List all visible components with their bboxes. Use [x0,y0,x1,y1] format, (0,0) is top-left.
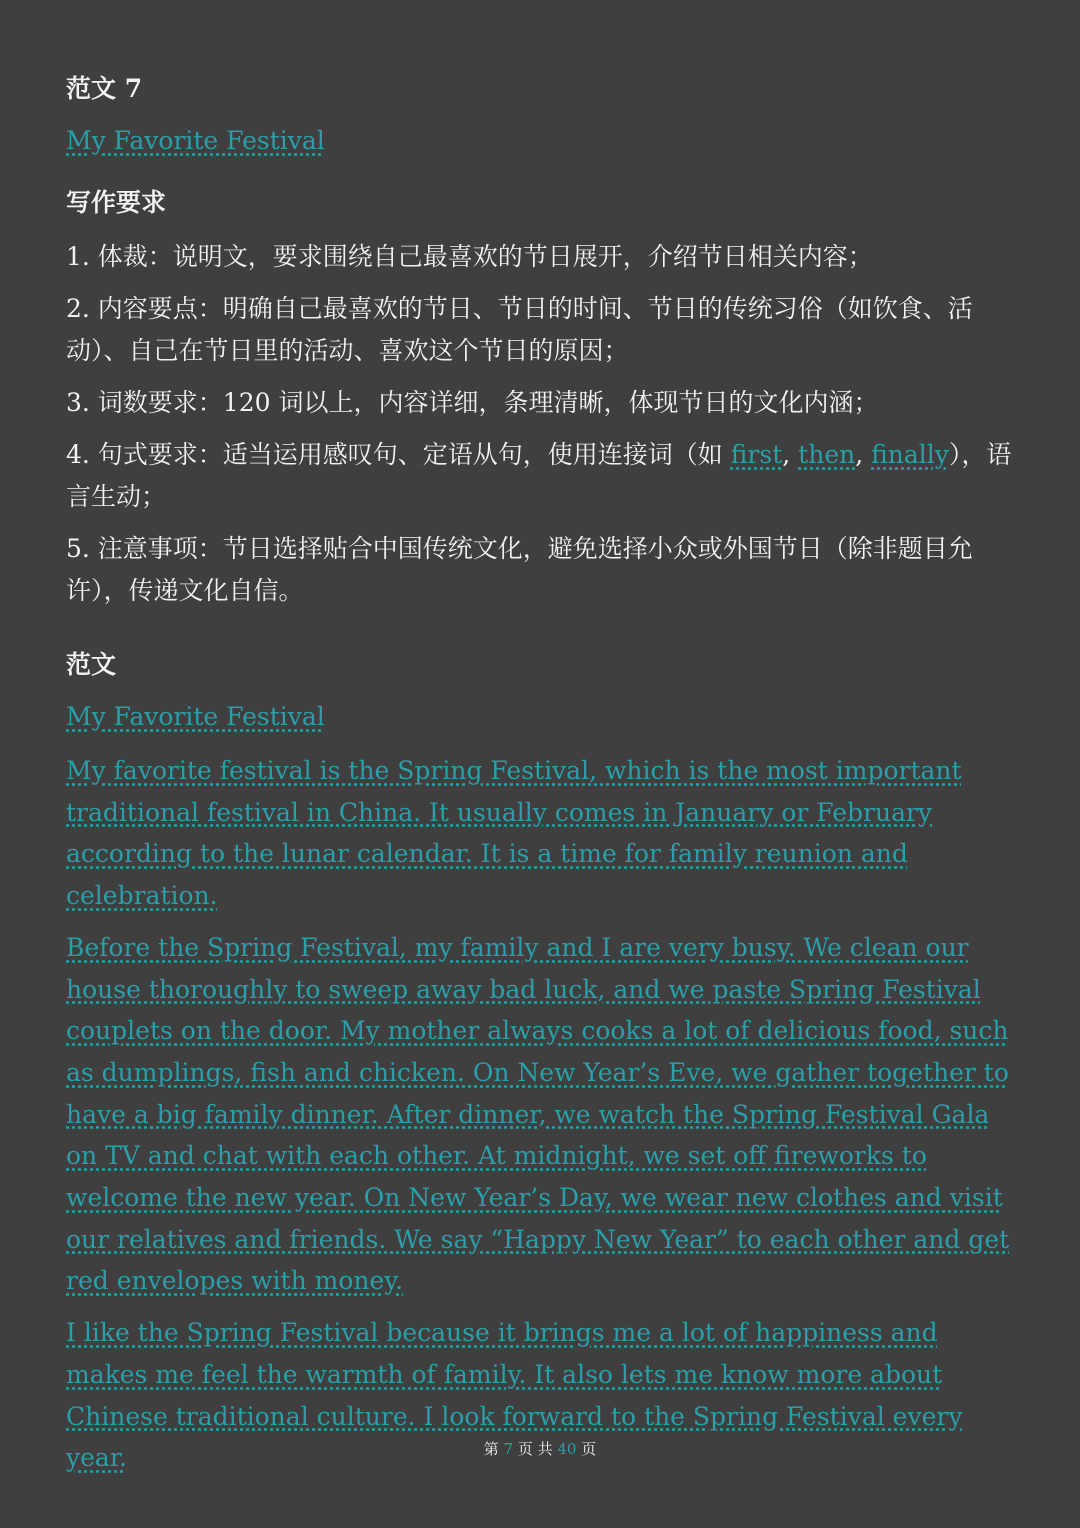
requirement-4-prefix: 4. 句式要求：适当运用感叹句、定语从句，使用连接词（如 [66,440,731,469]
essay-paragraph-text[interactable]: I like the Spring Festival because it brings me a lot of happiness and makes me feel the warmth of family. It also lets me know more about Chinese traditional culture. I look forward to the Spring Festival every year. [66,1318,963,1473]
sample-essay [66,750,1016,1479]
total-page-number: 40 [557,1440,577,1458]
requirement-item: 2. 内容要点：明确自己最喜欢的节日、节日的时间、节日的传统习俗（如饮食、活动）、自己在节日里的活动、喜欢这个节日的原因； [66,294,973,365]
connective-link-then[interactable]: then [798,440,856,469]
essay-paragraph-text[interactable]: My favorite festival is the Spring Festival, which is the most important traditional festival in China. It usually comes in January or February according to the lunar calendar. It is a time for family reunion and celebration. [66,756,962,911]
sample-heading: 范文 [66,650,117,679]
essay-title-link[interactable]: My Favorite Festival [66,126,325,155]
essay-paragraph[interactable] [66,750,1016,917]
requirement-item-4: 4. 句式要求：适当运用感叹句、定语从句，使用连接词（如 first, then, finally），语言生动； [66,440,1012,511]
footer-middle: 页 共 [517,1440,553,1458]
requirement-4-suffix: ），语言生动； [66,440,1012,511]
requirement-item: 3. 词数要求：120 词以上，内容详细，条理清晰，体现节日的文化内涵； [66,388,879,417]
requirements-heading: 写作要求 [66,188,167,217]
sample-essay-title-link[interactable]: My Favorite Festival [66,702,325,731]
requirement-item: 1. 体裁：说明文，要求围绕自己最喜欢的节日展开，介绍节日相关内容； [66,242,873,271]
connective-link-finally[interactable]: finally [871,440,949,469]
footer-prefix: 第 [483,1440,499,1458]
requirement-item: 5. 注意事项：节日选择贴合中国传统文化，避免选择小众或外国节日（除非题目允许），传递文化自信。 [66,534,973,605]
connective-link-first[interactable]: first [730,440,783,469]
section-label: 范文 7 [66,74,143,103]
page-footer [0,1438,1080,1459]
footer-suffix: 页 [581,1440,597,1458]
essay-paragraph-text[interactable]: Before the Spring Festival, my family and I are very busy. We clean our house thoroughly to sweep away bad luck, and we paste Spring Festival couplets on the door. My mother always cooks a lot of delicious food, such as dumplings, fish and chicken. On New Year’s Eve, we gather together to have a big family dinner. After dinner, we watch the Spring Festival Gala on TV and chat with each other. At midnight, we set off fireworks to welcome the new year. On New Year’s Day, we wear new clothes and visit our relatives and friends. We say “Happy New Year” to each other and get red envelopes with money. [66,932,1010,1296]
current-page-number: 7 [503,1440,514,1458]
page-content [66,70,1016,1489]
essay-paragraph[interactable] [66,927,1016,1302]
